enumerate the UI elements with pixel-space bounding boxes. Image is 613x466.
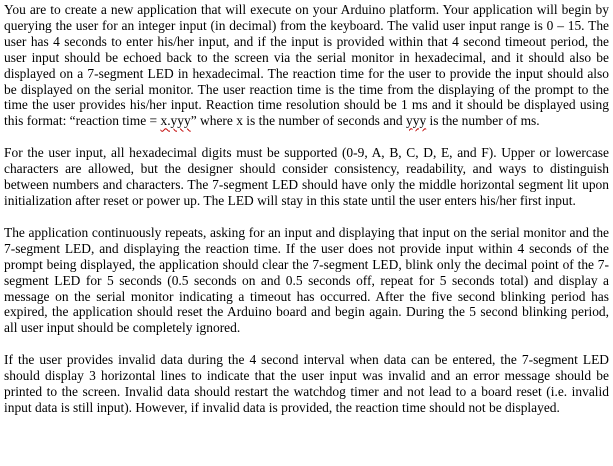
paragraph-timeout-behavior: The application continuously repeats, asking for an input and displaying that input on the serial monitor and the 7-segment LED, and displaying the reaction time. If the user does not provide input within 4 seconds of the prompt being displayed, the application should clear the 7-segment LED, blink only the decimal point of the 7-segment LED for 5 seconds (0.5 seconds on and 0.5 seconds off, repeat for 5 seconds total) and display a message on the serial monitor indicating a timeout has occurred. After the five second blinking period has expired, the application should reset the Arduino board and begin again. During the 5 second blinking period, all user input should be completely ignored. [4, 224, 609, 336]
spellcheck-flag-yyy[interactable]: yyy [406, 113, 427, 129]
paragraph-hex-digits: For the user input, all hexadecimal digits must be supported (0-9, A, B, C, D, E, and F). Upper or lowercase characters are allowed, but the designer should consider consistency, readability, and ways to distinguish between numbers and characters. The 7-segment LED should have only the middle horizontal segment lit upon initialization after reset or power up. The LED will stay in this state until the user enters his/her first input. [4, 145, 609, 208]
paragraph-invalid-input: If the user provides invalid data during the 4 second interval when data can be entered, the 7-segment LED should display 3 horizontal lines to indicate that the user input was invalid and an error message should be printed to the screen. Invalid data should restart the watchdog timer and not lead to a board reset (i.e. invalid input data is still input). However, if invalid data is provided, the reaction time should not be displayed. [4, 352, 609, 415]
paragraph-requirements-text-middle: ” where x is the number of seconds and [190, 113, 407, 129]
paragraph-requirements-text-end: is the number of ms. [426, 113, 540, 129]
paragraph-requirements-text-start: You are to create a new application that will execute on your Arduino platform. Your application will begin by querying the user for an integer input (in decimal) from the keyboard. The valid user input range is 0 – 15. The user has 4 seconds to enter his/her input, and if the input is provided within that 4 second timeout period, the user input should be echoed back to the screen via the serial monitor in hexadecimal, and it should also be displayed on a 7-segment LED in hexadecimal. The reaction time for the user to provide the input should also be displayed on the serial monitor. The user reaction time is the time from the displaying of the prompt to the time the user provides his/her input. Reaction time resolution should be 1 ms and it should be displayed using this format: “reaction time = [4, 2, 609, 129]
paragraph-requirements [4, 2, 609, 129]
spellcheck-flag-xyyy[interactable]: x.yyy [160, 113, 191, 129]
